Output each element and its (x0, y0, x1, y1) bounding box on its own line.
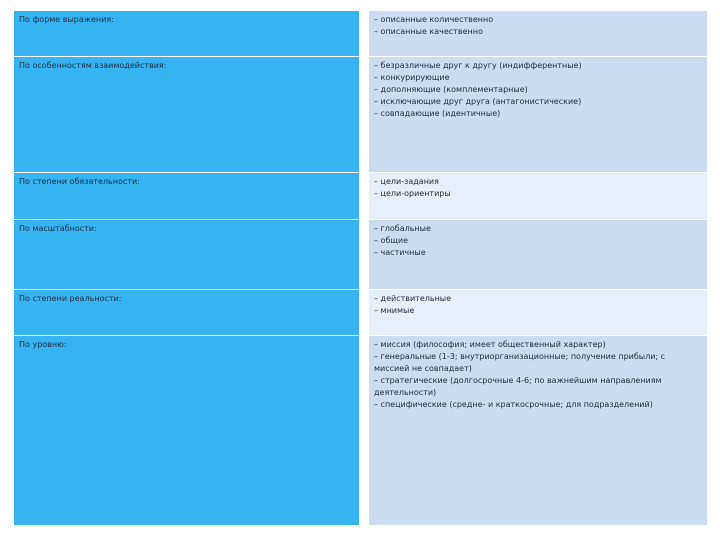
criterion-cell: По особенностям взаимодействия: (14, 56, 364, 172)
list-item: – миссия (философия; имеет общественный характер) (374, 339, 606, 349)
list-item: – цели-ориентиры (374, 188, 451, 198)
list-item: – генеральные (1-3; внутриорганизационные; получение прибыли; с миссией не совпадает) (374, 351, 666, 373)
list-item: – частичные (374, 247, 426, 257)
values-cell (364, 11, 707, 56)
list-item: – мнимые (374, 305, 415, 315)
criterion-cell: По форме выражения: (14, 11, 364, 56)
table-row (14, 11, 707, 56)
values-cell (364, 172, 707, 219)
table-row (14, 56, 707, 172)
table-row (14, 289, 707, 335)
list-item: – действительные (374, 293, 452, 303)
table-row (14, 219, 707, 289)
criterion-cell: По степени реальности: (14, 289, 364, 335)
list-item: – специфические (средне- и краткосрочные; для подразделений) (374, 399, 653, 409)
table-row (14, 335, 707, 525)
list-item: – описанные количественно (374, 15, 494, 24)
table-row (14, 172, 707, 219)
criterion-cell: По степени обязательности: (14, 172, 364, 219)
list-item: – глобальные (374, 223, 431, 233)
list-item: – описанные качественно (374, 27, 483, 36)
list-item: – цели-задания (374, 176, 439, 186)
goals-classification-table (14, 11, 707, 526)
list-item: – конкурирующие (374, 72, 450, 82)
values-cell (364, 289, 707, 335)
list-item: – дополняющие (комплементарные) (374, 84, 528, 94)
list-item: – исключающие друг друга (антагонистические) (374, 96, 582, 106)
list-item: – стратегические (долгосрочные 4-6; по важнейшим направлениям деятельности) (374, 375, 662, 397)
list-item: – общие (374, 235, 409, 245)
list-item: – совпадающие (идентичные) (374, 108, 501, 118)
criterion-cell: По масштабности: (14, 219, 364, 289)
list-item: – безразличные друг к другу (индифферентные) (374, 60, 582, 70)
values-cell (364, 335, 707, 525)
values-cell (364, 56, 707, 172)
values-cell (364, 219, 707, 289)
criterion-cell: По уровню: (14, 335, 364, 525)
